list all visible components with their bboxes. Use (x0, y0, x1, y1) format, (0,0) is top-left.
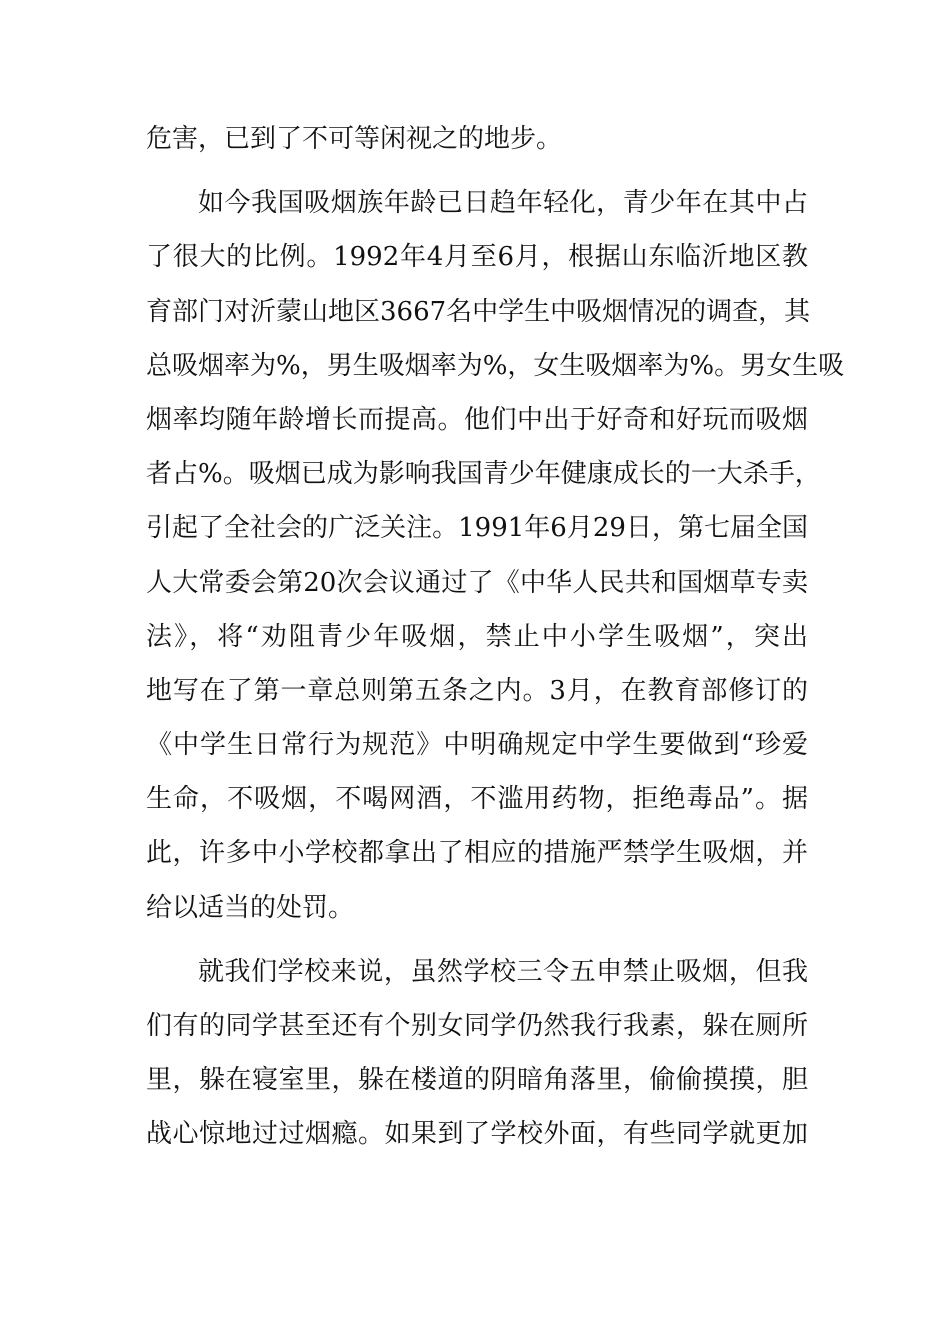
paragraph-3-line-1: 就我们学校来说，虽然学校三令五申禁止吸烟，但我 (198, 956, 808, 987)
paragraph-2-line-14: 给以适当的处罚。 (146, 892, 355, 923)
paragraph-3-line-4: 战心惊地过过烟瘾。如果到了学校外面，有些同学就更加 (146, 1119, 808, 1150)
paragraph-2-line-13: 此，许多中小学校都拿出了相应的措施严禁学生吸烟，并 (146, 838, 808, 869)
paragraph-2-line-1: 如今我国吸烟族年龄已日趋年轻化，青少年在其中占 (198, 188, 808, 219)
paragraph-2-line-8: 人大常委会第20次会议通过了《中华人民共和国烟草专卖 (146, 567, 808, 598)
paragraph-2-line-4: 总吸烟率为%，男生吸烟率为%，女生吸烟率为%。男女生吸 (146, 350, 845, 381)
paragraph-2-line-12: 生命，不吸烟，不喝网酒，不滥用药物，拒绝毒品”。据 (146, 784, 808, 815)
paragraph-2-line-11: 《中学生日常行为规范》中明确规定中学生要做到“珍爱 (146, 730, 808, 761)
paragraph-2-line-3: 育部门对沂蒙山地区3667名中学生中吸烟情况的调查，其 (146, 296, 811, 327)
paragraph-2-line-2: 了很大的比例。1992年4月至6月，根据山东临沂地区教 (146, 242, 808, 273)
paragraph-2-line-6: 者占%。吸烟已成为影响我国青少年健康成长的一大杀手， (146, 459, 821, 490)
paragraph-2-line-5: 烟率均随年龄增长而提高。他们中出于好奇和好玩而吸烟 (146, 404, 808, 435)
paragraph-2-line-10: 地写在了第一章总则第五条之内。3月，在教育部修订的 (146, 675, 808, 706)
paragraph-2-line-9: 法》，将“劝阻青少年吸烟，禁止中小学生吸烟”，突出 (146, 621, 808, 652)
document-body (146, 112, 845, 1162)
paragraph-3-line-3: 里，躲在寝室里，躲在楼道的阴暗角落里，偷偷摸摸，胆 (146, 1065, 808, 1096)
paragraph-3-line-2: 们有的同学甚至还有个别女同学仍然我行我素，躲在厕所 (146, 1011, 808, 1041)
paragraph-2-line-7: 引起了全社会的广泛关注。1991年6月29日，第七届全国 (146, 513, 808, 544)
paragraph-1-line-1: 危害，已到了不可等闲视之的地步。 (146, 124, 563, 154)
